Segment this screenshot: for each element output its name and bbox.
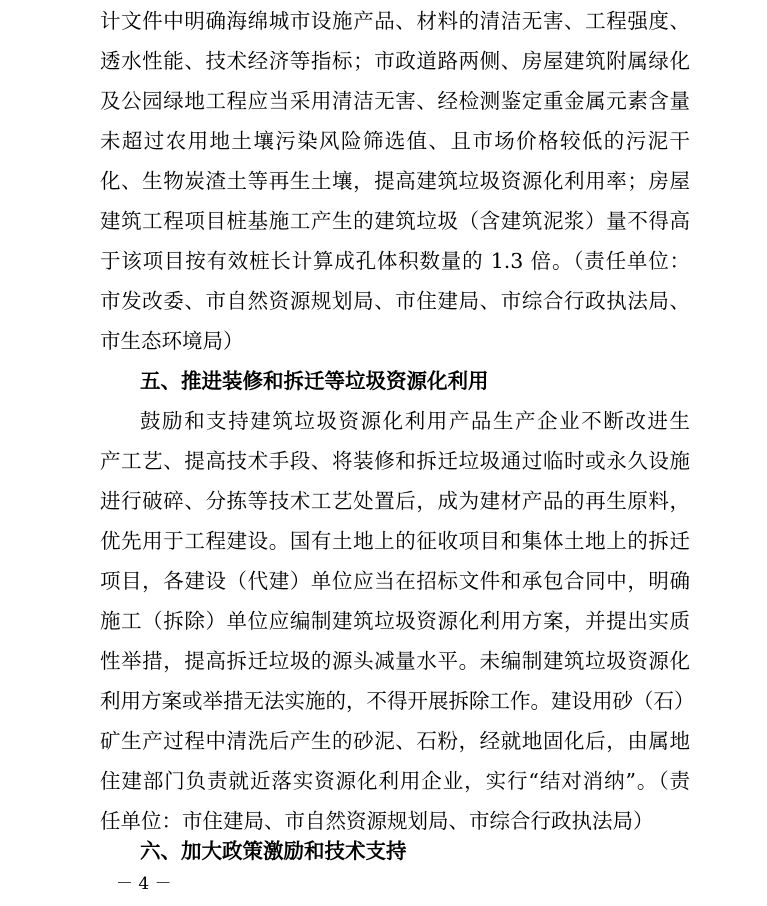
body-text-line: 产工艺、提高技术手段、将装修和拆迁垃圾通过临时或永久设施: [100, 449, 690, 473]
section-heading: 六、加大政策激励和技术支持: [140, 839, 407, 863]
body-text-line: 市生态环境局）: [100, 329, 244, 353]
page-number: － 4 －: [116, 874, 172, 894]
body-text-line: 优先用于工程建设。国有土地上的征收项目和集体土地上的拆迁: [100, 529, 690, 553]
body-text-line: 及公园绿地工程应当采用清洁无害、经检测鉴定重金属元素含量: [100, 89, 690, 113]
body-text-line: 透水性能、技术经济等指标；市政道路两侧、房屋建筑附属绿化: [100, 49, 690, 73]
body-text-line: 进行破碎、分拣等技术工艺处置后，成为建材产品的再生原料，: [100, 489, 690, 513]
body-text-line: 未超过农用地土壤污染风险筛选值、且市场价格较低的污泥干: [100, 129, 690, 153]
body-text-line: 于该项目按有效桩长计算成孔体积数量的 1.3 倍。（责任单位：: [100, 249, 690, 273]
body-text-line: 市发改委、市自然资源规划局、市住建局、市综合行政执法局、: [100, 289, 690, 313]
section-heading: 五、推进装修和拆迁等垃圾资源化利用: [140, 369, 489, 393]
body-text-line: 任单位：市住建局、市自然资源规划局、市综合行政执法局）: [100, 809, 654, 833]
body-text-line: 住建部门负责就近落实资源化利用企业，实行“结对消纳”。（责: [100, 769, 690, 793]
body-text-line: 计文件中明确海绵城市设施产品、材料的清洁无害、工程强度、: [100, 9, 690, 33]
body-text-line: 鼓励和支持建筑垃圾资源化利用产品生产企业不断改进生: [140, 409, 690, 433]
body-text-line: 项目，各建设（代建）单位应当在招标文件和承包合同中，明确: [100, 569, 690, 593]
body-text-line: 矿生产过程中清洗后产生的砂泥、石粉，经就地固化后，由属地: [100, 729, 690, 753]
body-text-line: 性举措，提高拆迁垃圾的源头减量水平。未编制建筑垃圾资源化: [100, 649, 690, 673]
body-text-line: 利用方案或举措无法实施的，不得开展拆除工作。建设用砂（石）: [100, 689, 695, 713]
body-text-line: 化、生物炭渣土等再生土壤，提高建筑垃圾资源化利用率；房屋: [100, 169, 690, 193]
body-text-line: 施工（拆除）单位应编制建筑垃圾资源化利用方案，并提出实质: [100, 609, 690, 633]
body-text-line: 建筑工程项目桩基施工产生的建筑垃圾（含建筑泥浆）量不得高: [100, 209, 690, 233]
